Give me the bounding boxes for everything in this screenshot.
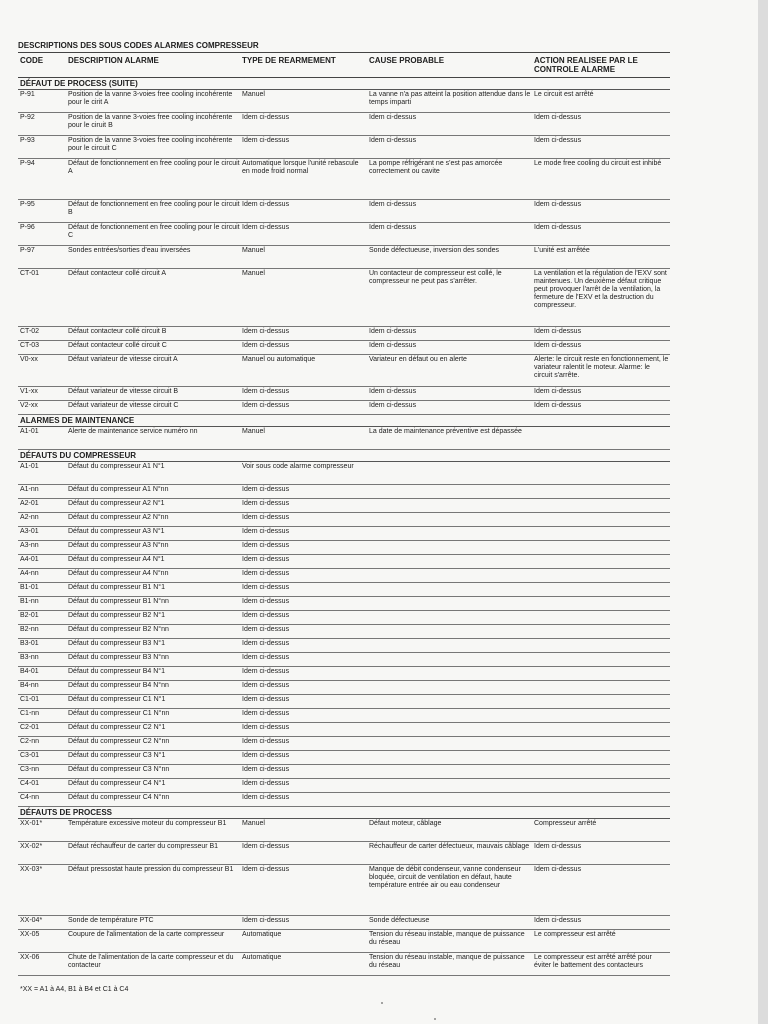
action-cell: Idem ci-dessus [534, 388, 582, 395]
table-row [18, 200, 670, 223]
code-cell: P-93 [20, 137, 35, 144]
table-row [18, 625, 670, 639]
description-cell: Défaut de fonctionnement en free cooling pour le circuit C [68, 224, 240, 239]
code-cell: XX-06 [20, 954, 40, 961]
page-edge-shadow [758, 0, 768, 1024]
description-cell: Défaut du compresseur C1 N°nn [68, 710, 170, 717]
table-row [18, 611, 670, 625]
reset-type-cell: Idem ci-dessus [242, 766, 290, 773]
reset-type-cell: Idem ci-dessus [242, 570, 290, 577]
reset-type-cell: Idem ci-dessus [242, 668, 290, 675]
action-cell: Idem ci-dessus [534, 224, 582, 231]
table-row [18, 751, 670, 765]
cause-cell: Idem ci-dessus [369, 114, 417, 121]
code-cell: CT-02 [20, 328, 40, 335]
reset-type-cell: Idem ci-dessus [242, 780, 290, 787]
description-cell: Défaut variateur de vitesse circuit B [68, 388, 179, 395]
table-row [18, 327, 670, 341]
code-cell: A1-01 [20, 428, 39, 435]
reset-type-cell: Idem ci-dessus [242, 724, 290, 731]
description-cell: Défaut du compresseur B3 N°1 [68, 640, 165, 647]
description-cell: Défaut du compresseur A2 N°nn [68, 514, 169, 521]
code-cell: B2-nn [20, 626, 39, 633]
code-cell: B4-01 [20, 668, 39, 675]
action-cell: Compresseur arrêté [534, 820, 597, 827]
description-cell: Défaut du compresseur A4 N°1 [68, 556, 165, 563]
column-header-description: DESCRIPTION ALARME [68, 56, 159, 65]
action-cell: Idem ci-dessus [534, 137, 582, 144]
cause-cell: Un contacteur de compresseur est collé, le compresseur ne peut pas s'arrêter. [369, 270, 502, 285]
description-cell: Défaut du compresseur C4 N°1 [68, 780, 166, 787]
table-row [18, 793, 670, 807]
description-cell: Chute de l'alimentation de la carte compresseur et du contacteur [68, 954, 234, 969]
cause-cell: La pompe réfrigérant ne s'est pas amorcée correctement ou cavite [369, 160, 503, 175]
reset-type-cell: Idem ci-dessus [242, 486, 290, 493]
action-cell: Idem ci-dessus [534, 114, 582, 121]
description-cell: Position de la vanne 3-voies free cooling incohérente pour le circuit C [68, 137, 233, 152]
reset-type-cell: Idem ci-dessus [242, 342, 290, 349]
table-row [18, 695, 670, 709]
reset-type-cell: Idem ci-dessus [242, 514, 290, 521]
column-header-probable-cause: CAUSE PROBABLE [369, 56, 445, 65]
scan-speck [434, 1018, 436, 1020]
action-cell: Idem ci-dessus [534, 328, 582, 335]
code-cell: A1-01 [20, 463, 39, 470]
footnote: *XX = A1 à A4, B1 à B4 et C1 à C4 [20, 986, 129, 993]
code-cell: P-94 [20, 160, 35, 167]
table-row [18, 639, 670, 653]
table-row [18, 113, 670, 136]
action-cell: Le circuit est arrêté [534, 91, 594, 98]
column-header-action: ACTION REALISEE PAR LE CONTROLE ALARME [534, 56, 638, 74]
reset-type-cell: Manuel [242, 820, 265, 827]
description-cell: Défaut variateur de vitesse circuit C [68, 402, 179, 409]
action-cell: La ventilation et la régulation de l'EXV sont maintenues. Un deuxième défaut critique peut provoquer l'arrêt de la ventilation, la fermeture de l'EXV et la destruction du compresseur. [534, 270, 667, 309]
description-cell: Défaut du compresseur B2 N°1 [68, 612, 165, 619]
cause-cell: Manque de débit condenseur, vanne condenseur bloquée, circuit de ventilation en défaut, haute température entrée air ou eau condenseur [369, 866, 521, 889]
description-cell: Défaut du compresseur A3 N°nn [68, 542, 169, 549]
reset-type-cell: Idem ci-dessus [242, 640, 290, 647]
reset-type-cell: Idem ci-dessus [242, 598, 290, 605]
reset-type-cell: Idem ci-dessus [242, 556, 290, 563]
reset-type-cell: Automatique [242, 954, 282, 961]
reset-type-cell: Idem ci-dessus [242, 528, 290, 535]
cause-cell: Variateur en défaut ou en alerte [369, 356, 467, 363]
code-cell: B4-nn [20, 682, 39, 689]
code-cell: P-92 [20, 114, 35, 121]
column-header-code: CODE [20, 56, 44, 65]
table-row [18, 355, 670, 387]
table-row [18, 499, 670, 513]
code-cell: C1-nn [20, 710, 40, 717]
table-row [18, 569, 670, 583]
reset-type-cell: Idem ci-dessus [242, 866, 290, 873]
reset-type-cell: Manuel [242, 247, 265, 254]
code-cell: CT-01 [20, 270, 40, 277]
cause-cell: Tension du réseau instable, manque de puissance du réseau [369, 954, 525, 969]
reset-type-cell: Idem ci-dessus [242, 584, 290, 591]
table-row [18, 737, 670, 751]
reset-type-cell: Idem ci-dessus [242, 626, 290, 633]
cause-cell: Idem ci-dessus [369, 224, 417, 231]
reset-type-cell: Manuel [242, 428, 265, 435]
cause-cell: Idem ci-dessus [369, 137, 417, 144]
description-cell: Défaut pressostat haute pression du compresseur B1 [68, 866, 234, 873]
table-header [18, 52, 670, 78]
table-row [18, 583, 670, 597]
reset-type-cell: Idem ci-dessus [242, 137, 290, 144]
reset-type-cell: Manuel [242, 91, 265, 98]
table-row [18, 819, 670, 842]
code-cell: C2-nn [20, 738, 40, 745]
reset-type-cell: Idem ci-dessus [242, 696, 290, 703]
reset-type-cell: Idem ci-dessus [242, 654, 290, 661]
reset-type-cell: Idem ci-dessus [242, 542, 290, 549]
description-cell: Défaut du compresseur A4 N°nn [68, 570, 169, 577]
description-cell: Défaut du compresseur C3 N°nn [68, 766, 170, 773]
action-cell: Idem ci-dessus [534, 866, 582, 873]
reset-type-cell: Idem ci-dessus [242, 224, 290, 231]
code-cell: C4-01 [20, 780, 40, 787]
code-cell: A3-01 [20, 528, 39, 535]
description-cell: Défaut du compresseur A1 N°1 [68, 463, 165, 470]
description-cell: Position de la vanne 3-voies free cooling incohérente pour le cirit A [68, 91, 233, 106]
table-row [18, 723, 670, 737]
table-row [18, 930, 670, 953]
table-row [18, 341, 670, 355]
action-cell: Idem ci-dessus [534, 843, 582, 850]
code-cell: XX-01* [20, 820, 43, 827]
section-heading: DÉFAUTS DE PROCESS [18, 807, 670, 819]
table-row [18, 865, 670, 916]
reset-type-cell: Manuel ou automatique [242, 356, 316, 363]
description-cell: Défaut du compresseur C2 N°nn [68, 738, 170, 745]
code-cell: C3-nn [20, 766, 40, 773]
table-row [18, 159, 670, 200]
scan-speck [381, 1002, 383, 1004]
description-cell: Défaut contacteur collé circuit B [68, 328, 167, 335]
code-cell: A1-nn [20, 486, 39, 493]
description-cell: Défaut réchauffeur de carter du compresseur B1 [68, 843, 219, 850]
reset-type-cell: Automatique lorsque l'unité rebascule en mode froid normal [242, 160, 359, 175]
reset-type-cell: Idem ci-dessus [242, 917, 290, 924]
description-cell: Défaut du compresseur A1 N°nn [68, 486, 169, 493]
description-cell: Défaut de fonctionnement en free cooling pour le circuit B [68, 201, 240, 216]
code-cell: C2-01 [20, 724, 40, 731]
description-cell: Défaut contacteur collé circuit C [68, 342, 167, 349]
code-cell: C4-nn [20, 794, 40, 801]
reset-type-cell: Idem ci-dessus [242, 710, 290, 717]
description-cell: Défaut du compresseur A3 N°1 [68, 528, 165, 535]
table-row [18, 90, 670, 113]
action-cell: Idem ci-dessus [534, 917, 582, 924]
description-cell: Défaut du compresseur B3 N°nn [68, 654, 169, 661]
cause-cell: Sonde défectueuse, inversion des sondes [369, 247, 499, 254]
table-row [18, 223, 670, 246]
table-row [18, 916, 670, 930]
code-cell: B1-01 [20, 584, 39, 591]
table-row [18, 246, 670, 269]
code-cell: B3-01 [20, 640, 39, 647]
table-body [18, 78, 670, 976]
description-cell: Position de la vanne 3-voies free cooling incohérente pour le ciruit B [68, 114, 233, 129]
description-cell: Sonde de température PTC [68, 917, 154, 924]
description-cell: Défaut du compresseur A2 N°1 [68, 500, 165, 507]
code-cell: P-96 [20, 224, 35, 231]
reset-type-cell: Voir sous code alarme compresseur [242, 463, 354, 470]
description-cell: Défaut de fonctionnement en free cooling pour le circuit A [68, 160, 240, 175]
table-row [18, 269, 670, 327]
code-cell: XX-04* [20, 917, 43, 924]
description-cell: Défaut du compresseur B1 N°nn [68, 598, 169, 605]
description-cell: Défaut du compresseur B4 N°1 [68, 668, 165, 675]
code-cell: XX-02* [20, 843, 43, 850]
table-row [18, 401, 670, 415]
table-row [18, 597, 670, 611]
action-cell: Idem ci-dessus [534, 342, 582, 349]
description-cell: Défaut du compresseur C4 N°nn [68, 794, 170, 801]
action-cell: Alerte: le circuit reste en fonctionnement, le variateur ralentit le moteur. Alarme: le circuit s'arrête. [534, 356, 669, 379]
code-cell: V1-xx [20, 388, 38, 395]
cause-cell: Idem ci-dessus [369, 388, 417, 395]
table-row [18, 779, 670, 793]
cause-cell: Idem ci-dessus [369, 328, 417, 335]
description-cell: Coupure de l'alimentation de la carte compresseur [68, 931, 225, 938]
code-cell: P-97 [20, 247, 35, 254]
action-cell: Idem ci-dessus [534, 201, 582, 208]
cause-cell: La vanne n'a pas atteint la position attendue dans le temps imparti [369, 91, 531, 106]
reset-type-cell: Idem ci-dessus [242, 752, 290, 759]
table-row [18, 681, 670, 695]
code-cell: A4-nn [20, 570, 39, 577]
code-cell: C1-01 [20, 696, 40, 703]
code-cell: A2-nn [20, 514, 39, 521]
code-cell: A4-01 [20, 556, 39, 563]
alarm-document [18, 40, 670, 993]
table-row [18, 485, 670, 499]
reset-type-cell: Idem ci-dessus [242, 328, 290, 335]
action-cell: Le mode free cooling du circuit est inhibé [534, 160, 662, 167]
cause-cell: Idem ci-dessus [369, 342, 417, 349]
code-cell: A3-nn [20, 542, 39, 549]
code-cell: V2-xx [20, 402, 38, 409]
reset-type-cell: Idem ci-dessus [242, 794, 290, 801]
table-row [18, 953, 670, 976]
cause-cell: La date de maintenance préventive est dépassée [369, 428, 522, 435]
action-cell: Le compresseur est arrêté arrêté pour éviter le battement des contacteurs [534, 954, 652, 969]
section-heading: DÉFAUT DE PROCESS (SUITE) [18, 78, 670, 90]
section-heading: ALARMES DE MAINTENANCE [18, 415, 670, 427]
action-cell: L'unité est arrêtée [534, 247, 590, 254]
column-header-reset-type: TYPE DE REARMEMENT [242, 56, 336, 65]
reset-type-cell: Idem ci-dessus [242, 114, 290, 121]
reset-type-cell: Idem ci-dessus [242, 500, 290, 507]
description-cell: Défaut du compresseur C3 N°1 [68, 752, 166, 759]
description-cell: Défaut du compresseur B1 N°1 [68, 584, 165, 591]
reset-type-cell: Idem ci-dessus [242, 738, 290, 745]
table-row [18, 387, 670, 401]
reset-type-cell: Idem ci-dessus [242, 612, 290, 619]
code-cell: CT-03 [20, 342, 40, 349]
description-cell: Défaut du compresseur C1 N°1 [68, 696, 166, 703]
cause-cell: Sonde défectueuse [369, 917, 430, 924]
code-cell: C3-01 [20, 752, 40, 759]
table-row [18, 709, 670, 723]
table-row [18, 842, 670, 865]
action-cell: Idem ci-dessus [534, 402, 582, 409]
cause-cell: Tension du réseau instable, manque de puissance du réseau [369, 931, 525, 946]
code-cell: XX-03* [20, 866, 43, 873]
code-cell: A2-01 [20, 500, 39, 507]
description-cell: Défaut du compresseur B4 N°nn [68, 682, 169, 689]
table-row [18, 653, 670, 667]
table-row [18, 462, 670, 485]
table-row [18, 667, 670, 681]
cause-cell: Réchauffeur de carter défectueux, mauvais câblage [369, 843, 530, 850]
cause-cell: Défaut moteur, câblage [369, 820, 442, 827]
code-cell: V0-xx [20, 356, 38, 363]
table-row [18, 541, 670, 555]
description-cell: Défaut variateur de vitesse circuit A [68, 356, 178, 363]
table-row [18, 427, 670, 450]
action-cell: Le compresseur est arrêté [534, 931, 616, 938]
description-cell: Défaut du compresseur B2 N°nn [68, 626, 169, 633]
table-row [18, 765, 670, 779]
reset-type-cell: Idem ci-dessus [242, 682, 290, 689]
reset-type-cell: Idem ci-dessus [242, 388, 290, 395]
table-row [18, 136, 670, 159]
description-cell: Température excessive moteur du compresseur B1 [68, 820, 227, 827]
description-cell: Défaut contacteur collé circuit A [68, 270, 167, 277]
reset-type-cell: Idem ci-dessus [242, 402, 290, 409]
reset-type-cell: Automatique [242, 931, 282, 938]
table-row [18, 527, 670, 541]
cause-cell: Idem ci-dessus [369, 201, 417, 208]
code-cell: B1-nn [20, 598, 39, 605]
code-cell: P-95 [20, 201, 35, 208]
document-title: DESCRIPTIONS DES SOUS CODES ALARMES COMPRESSEUR [18, 41, 259, 50]
code-cell: B2-01 [20, 612, 39, 619]
reset-type-cell: Idem ci-dessus [242, 843, 290, 850]
table-row [18, 513, 670, 527]
section-heading: DÉFAUTS DU COMPRESSEUR [18, 450, 670, 462]
reset-type-cell: Idem ci-dessus [242, 201, 290, 208]
description-cell: Défaut du compresseur C2 N°1 [68, 724, 166, 731]
code-cell: B3-nn [20, 654, 39, 661]
table-row [18, 555, 670, 569]
code-cell: P-91 [20, 91, 35, 98]
description-cell: Sondes entrées/sorties d'eau inversées [68, 247, 191, 254]
code-cell: XX-05 [20, 931, 40, 938]
cause-cell: Idem ci-dessus [369, 402, 417, 409]
reset-type-cell: Manuel [242, 270, 265, 277]
description-cell: Alerte de maintenance service numéro nn [68, 428, 198, 435]
